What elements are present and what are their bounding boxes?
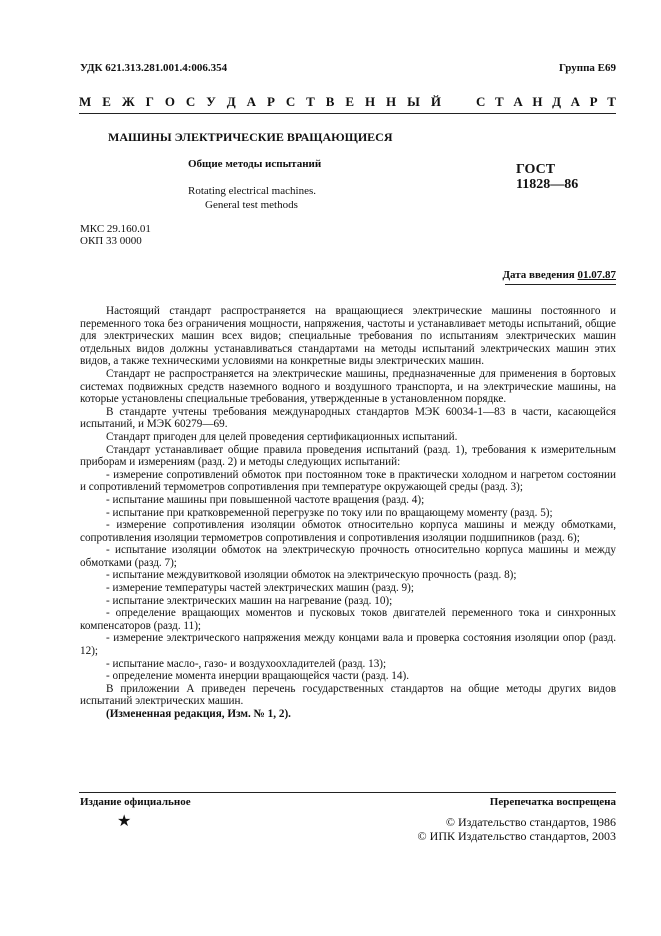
w1-letter: А bbox=[246, 94, 256, 109]
w2-letter: С bbox=[476, 94, 486, 109]
w1-letter: Е bbox=[102, 94, 111, 109]
star-icon: ★ bbox=[117, 813, 132, 830]
divider-bottom bbox=[79, 792, 616, 793]
list-item: - измерение сопротивления изоляции обмоток относительно корпуса машины и между обмотками, сопротивления изоляции термометров сопротивления и сопротивления изоляции подшипников (разд. 6); bbox=[80, 519, 616, 544]
w1-letter: У bbox=[206, 94, 216, 109]
w1-letter: О bbox=[164, 94, 175, 109]
list-item: - испытание изоляции обмоток на электрическую прочность относительно корпуса машины и между обмотками (разд. 7); bbox=[80, 544, 616, 569]
list-item: - измерение сопротивлений обмоток при постоянном токе в практически холодном и нагретом состоянии и сопротивлений термометров сопротивления при температуре окружающей среды (разд. 3); bbox=[80, 468, 616, 494]
paragraph: Стандарт пригоден для целей проведения сертификационных испытаний. bbox=[106, 430, 458, 443]
english-title-line-1: Rotating electrical machines. bbox=[188, 185, 316, 197]
w1-letter: Р bbox=[266, 94, 275, 109]
w2-letter: А bbox=[513, 94, 523, 109]
copyright-line-1: © Издательство стандартов, 1986 bbox=[445, 815, 616, 829]
effective-date bbox=[502, 269, 616, 281]
list-item: - испытание масло-, газо- и воздухоохладителей (разд. 13); bbox=[106, 657, 387, 670]
document-title: МАШИНЫ ЭЛЕКТРИЧЕСКИЕ ВРАЩАЮЩИЕСЯ bbox=[108, 130, 393, 144]
w1-letter: Н bbox=[364, 94, 376, 109]
w1-letter: Ы bbox=[407, 94, 420, 109]
list-item: - испытание машины при повышенной частоте вращения (разд. 4); bbox=[106, 493, 425, 506]
official-edition-label: Издание официальное bbox=[80, 796, 191, 808]
w1-letter: Й bbox=[430, 94, 441, 109]
paragraph: Стандарт устанавливает общие правила проведения испытаний (разд. 1), требования к измерительным приборам и измерениям (разд. 2) и методы следующих испытаний: bbox=[80, 443, 616, 469]
copyright-line-2: © ИПК Издательство стандартов, 2003 bbox=[417, 829, 616, 843]
gost-label: ГОСТ bbox=[516, 162, 556, 177]
w2-letter: Т bbox=[495, 94, 504, 109]
okp-code: ОКП 33 0000 bbox=[80, 235, 142, 247]
list-item: - измерение температуры частей электрических машин (разд. 9); bbox=[106, 582, 414, 595]
english-title-line-2: General test methods bbox=[205, 199, 298, 211]
paragraph: Стандарт не распространяется на электрические машины, предназначенные для применения в бортовых системах подвижных средств наземного водного и воздушного транспорта, и на электрические машины, на которые установлены специальные требования, утвержденные в установленном порядке. bbox=[80, 367, 616, 406]
effective-date-value: 01.07.87 bbox=[577, 269, 616, 281]
paragraph: В приложении А приведен перечень государственных стандартов на общие методы других видов испытаний электрических машин. bbox=[80, 682, 616, 708]
list-item: - испытание междувитковой изоляции обмоток на электрическую прочность (разд. 8); bbox=[106, 569, 517, 582]
effective-date-label: Дата введения bbox=[502, 269, 575, 281]
document-subtitle: Общие методы испытаний bbox=[188, 158, 322, 170]
w2-letter: Р bbox=[589, 94, 598, 109]
w1-letter: Е bbox=[345, 94, 355, 109]
w1-letter: С bbox=[185, 94, 196, 109]
w2-letter: Т bbox=[607, 94, 616, 109]
date-underline bbox=[505, 284, 616, 285]
w1-letter: В bbox=[325, 94, 335, 109]
paragraph: В стандарте учтены требования международных стандартов МЭК 60034-1—83 в части, касающейся испытаний, и МЭК 60279—69. bbox=[80, 405, 616, 431]
edition-note: (Измененная редакция, Изм. № 1, 2). bbox=[106, 708, 291, 720]
udk-code: УДК 621.313.281.001.4:006.354 bbox=[80, 62, 228, 74]
gost-number: 11828—86 bbox=[516, 177, 579, 192]
standard-type-heading bbox=[79, 94, 616, 110]
w2-letter: Н bbox=[532, 94, 543, 109]
w1-letter: Г bbox=[145, 94, 154, 109]
w1-letter: Д bbox=[226, 94, 236, 109]
w1-letter: Ж bbox=[121, 94, 135, 109]
mks-code: МКС 29.160.01 bbox=[80, 223, 151, 235]
w1-letter: Н bbox=[386, 94, 397, 109]
list-item: - испытание при кратковременной перегрузке по току или по вращающему моменту (разд. 5); bbox=[106, 506, 553, 519]
w2-letter: Д bbox=[552, 94, 562, 109]
list-item: - определение момента инерции вращающейся части (разд. 14). bbox=[106, 670, 410, 683]
reprint-notice: Перепечатка воспрещена bbox=[489, 796, 616, 808]
paragraph: Настоящий стандарт распространяется на вращающиеся электрические машины постоянного и переменного тока без ограничения мощности, напряжения, частоты и устанавливает методы испытаний, общие для электрических машин всех видов; специальные требования по испытаниям электрических машин отдельных видов должны устанавливаться стандартами на методы испытаний электрических машин этих видов, а также техническими условиями на конкретные виды электрических машин. bbox=[80, 305, 616, 368]
w2-letter: А bbox=[570, 94, 581, 109]
list-item: - измерение электрического напряжения между концами вала и проверка состояния изоляции опор (разд. 12); bbox=[80, 632, 616, 658]
w1-letter: Т bbox=[306, 94, 315, 109]
list-item: - определение вращающих моментов и пусковых токов двигателей переменного тока и синхронных компенсаторов (разд. 11); bbox=[80, 607, 616, 632]
group-code: Группа Е69 bbox=[558, 62, 616, 74]
w1-letter: С bbox=[285, 94, 296, 109]
list-item: - испытание электрических машин на нагревание (разд. 10); bbox=[106, 594, 393, 607]
document-body bbox=[80, 305, 616, 721]
divider-top bbox=[79, 113, 616, 114]
w1-letter: М bbox=[79, 94, 92, 109]
